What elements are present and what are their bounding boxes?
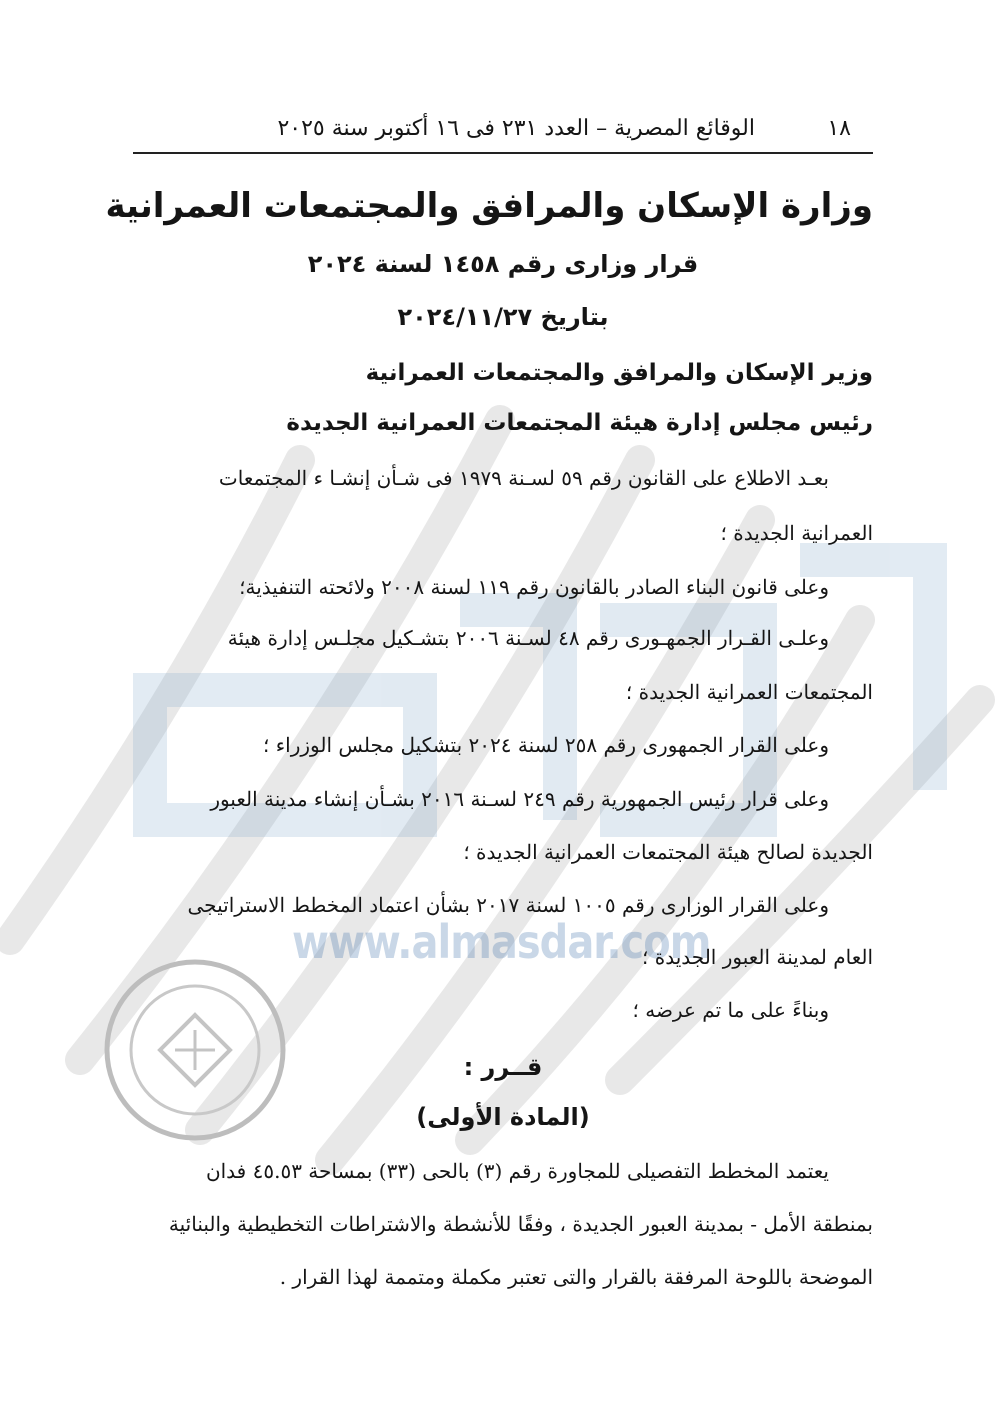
preamble-line — [133, 787, 873, 811]
watermark-url: www.almasdar.com — [292, 916, 711, 970]
preamble-line — [133, 945, 873, 969]
minister-title: وزير الإسكان والمرافق والمجتمعات العمرانية — [365, 360, 873, 386]
page-number: ١٨ — [827, 116, 851, 141]
preamble-text: وعلى القرار الجمهورى رقم ٢٥٨ لسنة ٢٠٢٤ بتشكيل مجلس الوزراء ؛ — [263, 733, 829, 757]
preamble-text: وعلـى القـرار الجمهـورى رقم ٤٨ لسـنة ٢٠٠٦ بتشـكيل مجلـس إدارة هيئة — [227, 626, 829, 650]
article-line — [133, 1265, 873, 1289]
preamble-line — [133, 733, 873, 757]
preamble-text: العام لمدينة العبور الجديدة ؛ — [642, 945, 873, 969]
preamble-text: المجتمعات العمرانية الجديدة ؛ — [625, 680, 873, 704]
preamble-line — [133, 893, 873, 917]
decided-heading: قــرر : — [463, 1053, 543, 1081]
article-line — [133, 1212, 873, 1236]
preamble-text: وعلى قانون البناء الصادر بالقانون رقم ١١٩ لسنة ٢٠٠٨ ولائحته التنفيذية؛ — [239, 575, 829, 599]
watermark-stroke — [620, 700, 980, 1080]
preamble-text: الجديدة لصالح هيئة المجتمعات العمرانية الجديدة ؛ — [463, 840, 873, 864]
article-text: يعتمد المخطط التفصيلى للمجاورة رقم (٣) بالحى (٣٣) بمساحة ٤٥.٥٣ فدان — [205, 1159, 829, 1183]
gazette-issue-line: الوقائع المصرية – العدد ٢٣١ فى ١٦ أكتوبر سنة ٢٠٢٥ — [277, 116, 755, 141]
preamble-line — [133, 575, 873, 599]
decree-number: قرار وزارى رقم ١٤٥٨ لسنة ٢٠٢٤ — [307, 250, 699, 278]
preamble-text: العمرانية الجديدة ؛ — [720, 521, 873, 545]
preamble-text: بعـد الاطلاع على القانون رقم ٥٩ لسـنة ١٩٧٩ فى شـأن إنشـا ء المجتمعات — [218, 466, 829, 490]
article-line — [133, 1159, 873, 1183]
preamble-line — [133, 626, 873, 650]
preamble-text: وعلى القرار الوزارى رقم ١٠٠٥ لسنة ٢٠١٧ بشأن اعتماد المخطط الاستراتيجى — [187, 893, 829, 917]
preamble-text: وعلى قرار رئيس الجمهورية رقم ٢٤٩ لسـنة ٢٠١٦ بشـأن إنشاء مدينة العبور — [210, 787, 829, 811]
preamble-line — [133, 998, 873, 1022]
article-text: الموضحة باللوحة المرفقة بالقرار والتى تعتبر مكملة ومتممة لهذا القرار . — [279, 1265, 873, 1289]
preamble-line — [133, 521, 873, 545]
article-text: بمنطقة الأمل - بمدينة العبور الجديدة ، وفقًا للأنشطة والاشتراطات التخطيطية والبنائية — [168, 1212, 873, 1236]
running-header — [133, 112, 873, 154]
decree-date: بتاريخ ٢٠٢٤/١١/٢٧ — [397, 303, 609, 331]
ministry-title: وزارة الإسكان والمرافق والمجتمعات العمرانية — [105, 186, 873, 226]
article-heading: (المادة الأولى) — [416, 1103, 590, 1131]
preamble-line — [133, 466, 873, 490]
preamble-line — [133, 840, 873, 864]
preamble-text: وبناءً على ما تم عرضه ؛ — [632, 998, 829, 1022]
preamble-line — [133, 680, 873, 704]
board-chair-title: رئيس مجلس إدارة هيئة المجتمعات العمرانية الجديدة — [286, 410, 873, 436]
